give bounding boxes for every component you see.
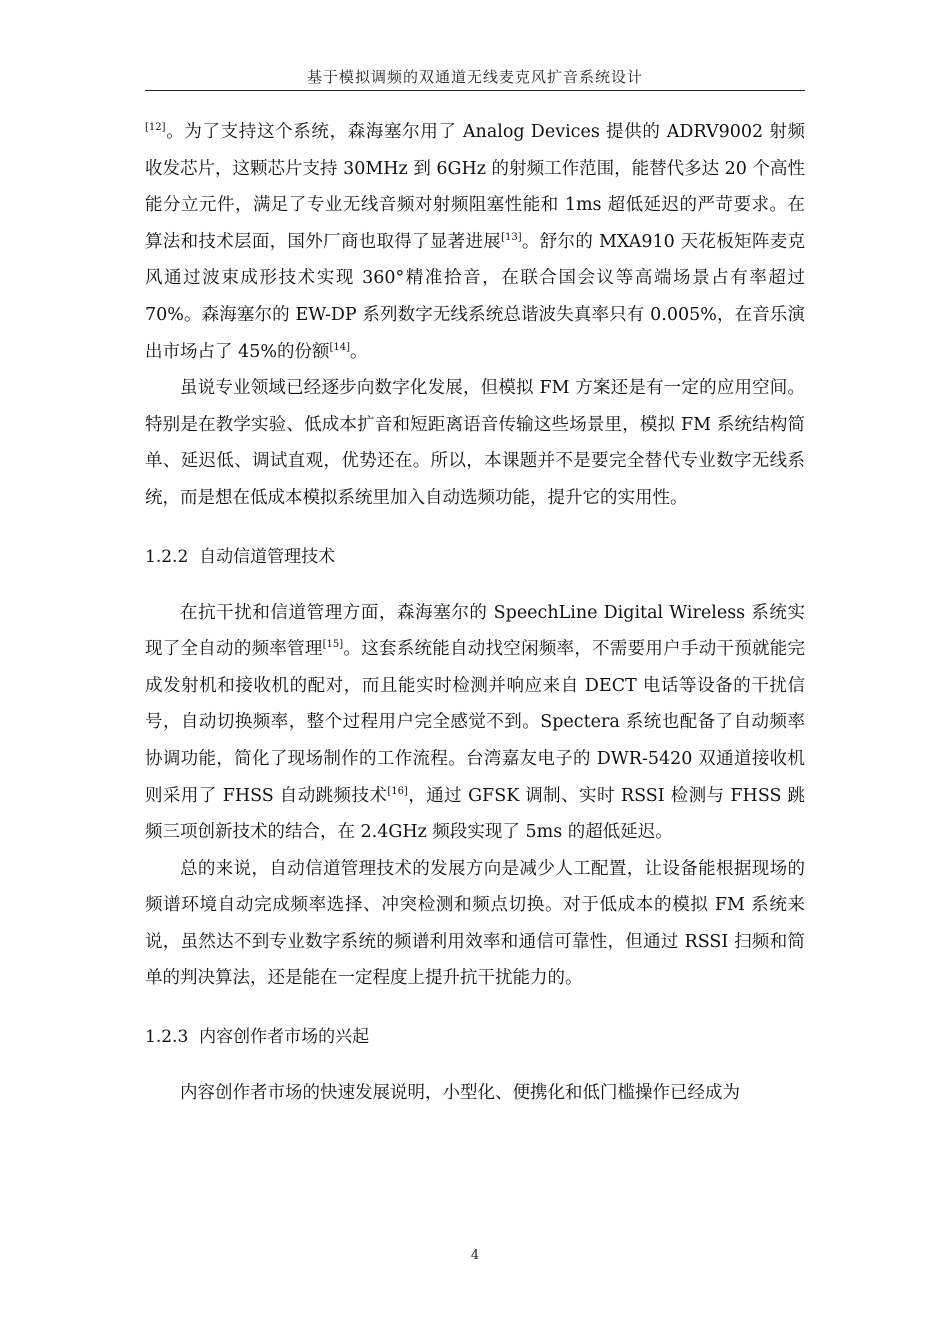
citation-ref: [16] — [387, 785, 408, 797]
running-header: 基于模拟调频的双通道无线麦克风扩音系统设计 — [306, 68, 643, 86]
paragraph-1: [12]。为了支持这个系统，森海塞尔用了 Analog Devices 提供的 ADRV9002 射频收发芯片，这颗芯片支持 30MHz 到 6GHz 的射频工作范围，能替代多达 20 个高性能分立元件，满足了专业无线音频对射频阻塞性能和 1ms 超低延迟的严苛要求。在算法和技术层面，国外厂商也取得了显著进展[13]。舒尔的 MXA910 天花板矩阵麦克风通过波束成形技术实现 360°精准拾音，在联合国会议等高端场景占有率超过 70%。森海塞尔的 EW-DP 系列数字无线系统总谐波失真率只有 0.005%，在音乐演出市场占了 45%的份额[14]。 — [145, 122, 806, 362]
section-heading-1-2-2 — [145, 539, 805, 575]
section-title: 自动信道管理技术 — [199, 546, 336, 567]
page-number: 4 — [470, 1248, 480, 1263]
section-number: 1.2.2 — [145, 546, 189, 567]
header-rule — [145, 90, 805, 91]
paragraph-5: 内容创作者市场的快速发展说明，小型化、便携化和低门槛操作已经成为 — [180, 1083, 740, 1104]
citation-ref: [15] — [322, 639, 344, 651]
body-text — [145, 114, 805, 1112]
paragraph-4: 总的来说，自动信道管理技术的发展方向是减少人工配置，让设备能根据现场的频谱环境自动完成频率选择、冲突检测和频点切换。对于低成本的模拟 FM 系统来说，虽然达不到专业数字系统的频谱利用效率和通信可靠性，但通过 RSSI 扫频和简单的判决算法，还是能在一定程度上提升抗干扰能力的。 — [145, 858, 805, 989]
paragraph-2: 虽说专业领域已经逐步向数字化发展，但模拟 FM 方案还是有一定的应用空间。特别是在教学实验、低成本扩音和短距离语音传输这些场景里，模拟 FM 系统结构简单、延迟低、调试直观，优势还在。所以，本课题并不是要完全替代专业数字无线系统，而是想在低成本模拟系统里加入自动选频功能，提升它的实用性。 — [145, 378, 805, 508]
section-heading-1-2-3 — [145, 1019, 805, 1055]
citation-ref: [12] — [145, 122, 166, 134]
section-title: 内容创作者市场的兴起 — [199, 1027, 370, 1048]
section-number: 1.2.3 — [145, 1027, 189, 1048]
citation-ref: [13] — [501, 231, 522, 243]
paragraph-3: 在抗干扰和信道管理方面，森海塞尔的 SpeechLine Digital Wireless 系统实现了全自动的频率管理[15]。这套系统能自动找空闲频率，不需要用户手动干预就能完成发射机和接收机的配对，而且能实时检测并响应来自 DECT 电话等设备的干扰信号，自动切换频率，整个过程用户完全感觉不到。Spectera 系统也配备了自动频率协调功能，简化了现场制作的工作流程。台湾嘉友电子的 DWR-5420 双通道接收机则采用了 FHSS 自动跳频技术[16]，通过 GFSK 调制、实时 RSSI 检测与 FHSS 跳频三项创新技术的结合，在 2.4GHz 频段实现了 5ms 的超低延迟。 — [145, 602, 806, 843]
citation-ref: [14] — [329, 341, 350, 353]
